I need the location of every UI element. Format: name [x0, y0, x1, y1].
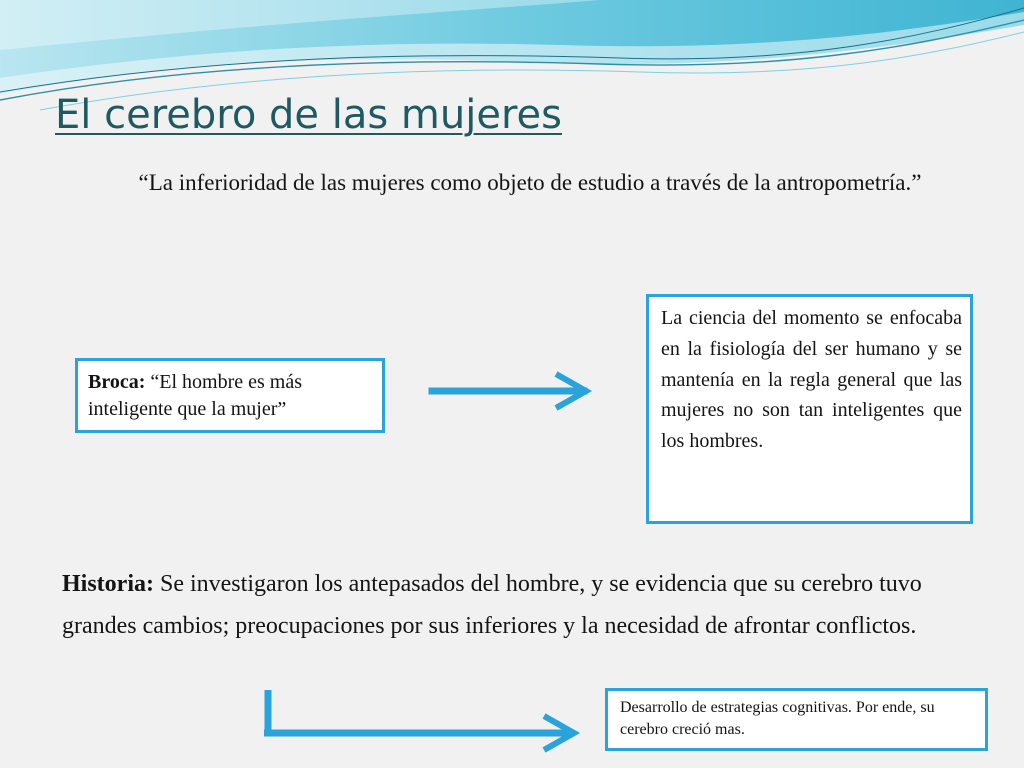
- historia-text: Se investigaron los antepasados del hombre, y se evidencia que su cerebro tuvo grandes cambios; preocupaciones por sus inferiores y la necesidad de afrontar conflictos.: [62, 571, 922, 639]
- broca-quote-text: “El hombre es más inteligente que la mujer”: [88, 371, 303, 420]
- slide-subtitle-quote: “La inferioridad de las mujeres como objeto de estudio a través de la antropometría.”: [138, 170, 922, 195]
- science-context-box: [646, 294, 973, 524]
- cognitive-strategies-text: Desarrollo de estrategias cognitivas. Por ende, su cerebro creció mas.: [620, 699, 935, 738]
- slide-title: El cerebro de las mujeres: [55, 92, 562, 138]
- broca-label: Broca:: [88, 371, 146, 393]
- science-context-text: La ciencia del momento se enfocaba en la fisiología del ser humano y se mantenía en la regla general que las mujeres no son tan inteligentes que los hombres.: [661, 307, 962, 453]
- historia-label: Historia:: [62, 571, 154, 597]
- broca-quote-box: [75, 358, 385, 433]
- historia-paragraph: [62, 563, 982, 647]
- cognitive-strategies-box: [605, 688, 988, 751]
